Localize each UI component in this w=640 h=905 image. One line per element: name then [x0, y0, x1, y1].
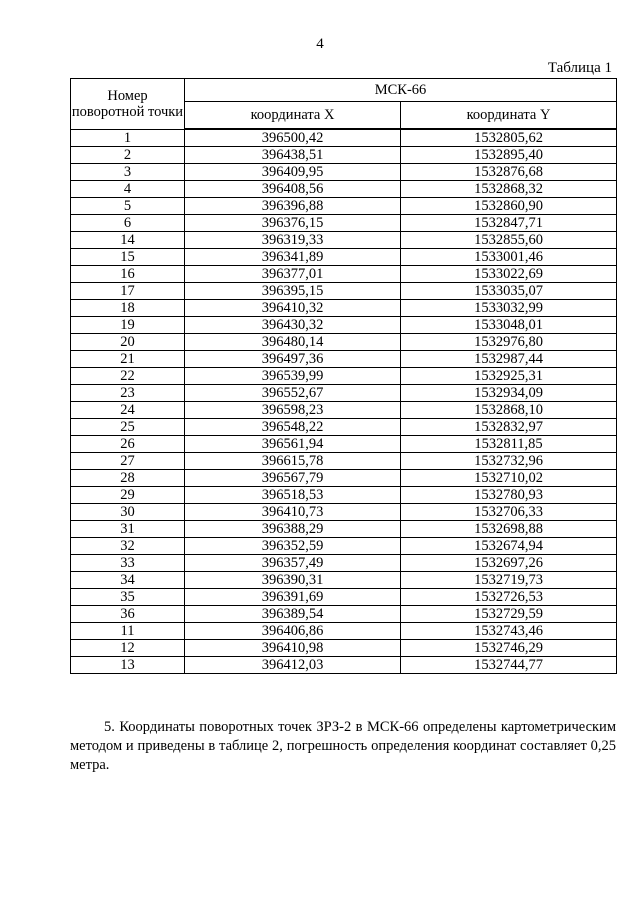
cell-coordinate-y: 1532698,88 — [401, 521, 617, 538]
cell-coordinate-y: 1532987,44 — [401, 351, 617, 368]
cell-coordinate-x: 396567,79 — [185, 470, 401, 487]
cell-point-number: 21 — [71, 351, 185, 368]
cell-point-number: 16 — [71, 266, 185, 283]
cell-coordinate-y: 1532811,85 — [401, 436, 617, 453]
cell-point-number: 15 — [71, 249, 185, 266]
cell-coordinate-x: 396561,94 — [185, 436, 401, 453]
cell-coordinate-y: 1532710,02 — [401, 470, 617, 487]
cell-coordinate-y: 1532925,31 — [401, 368, 617, 385]
cell-coordinate-y: 1533022,69 — [401, 266, 617, 283]
cell-coordinate-y: 1532976,80 — [401, 334, 617, 351]
table-row — [71, 487, 617, 504]
cell-coordinate-y: 1532876,68 — [401, 164, 617, 181]
cell-coordinate-y: 1532744,77 — [401, 657, 617, 674]
cell-coordinate-x: 396390,31 — [185, 572, 401, 589]
cell-coordinate-x: 396430,32 — [185, 317, 401, 334]
table-row — [71, 181, 617, 198]
cell-coordinate-y: 1532868,32 — [401, 181, 617, 198]
cell-coordinate-y: 1532805,62 — [401, 129, 617, 147]
table-row — [71, 640, 617, 657]
cell-coordinate-x: 396395,15 — [185, 283, 401, 300]
cell-coordinate-x: 396377,01 — [185, 266, 401, 283]
cell-point-number: 3 — [71, 164, 185, 181]
table-row — [71, 521, 617, 538]
table-row — [71, 129, 617, 147]
header-coordinate-x: координата X — [185, 102, 401, 130]
cell-coordinate-x: 396357,49 — [185, 555, 401, 572]
cell-point-number: 12 — [71, 640, 185, 657]
cell-point-number: 32 — [71, 538, 185, 555]
cell-point-number: 20 — [71, 334, 185, 351]
coordinates-table — [70, 78, 617, 674]
cell-coordinate-y: 1532674,94 — [401, 538, 617, 555]
cell-point-number: 14 — [71, 232, 185, 249]
cell-coordinate-x: 396598,23 — [185, 402, 401, 419]
cell-coordinate-x: 396406,86 — [185, 623, 401, 640]
table-row — [71, 436, 617, 453]
cell-coordinate-x: 396408,56 — [185, 181, 401, 198]
cell-point-number: 28 — [71, 470, 185, 487]
cell-point-number: 6 — [71, 215, 185, 232]
cell-coordinate-y: 1532746,29 — [401, 640, 617, 657]
table-row — [71, 164, 617, 181]
paragraph-note: 5. Координаты поворотных точек ЗРЗ-2 в МСК-66 определены картометрическим методом и приведены в таблице 2, погрешность определения координат составляет 0,25 метра. — [70, 719, 616, 773]
table-row — [71, 623, 617, 640]
cell-point-number: 26 — [71, 436, 185, 453]
cell-point-number: 19 — [71, 317, 185, 334]
cell-coordinate-y: 1532832,97 — [401, 419, 617, 436]
cell-coordinate-x: 396438,51 — [185, 147, 401, 164]
cell-coordinate-x: 396396,88 — [185, 198, 401, 215]
cell-coordinate-x: 396480,14 — [185, 334, 401, 351]
cell-coordinate-x: 396319,33 — [185, 232, 401, 249]
cell-coordinate-x: 396497,36 — [185, 351, 401, 368]
cell-point-number: 30 — [71, 504, 185, 521]
table-row — [71, 232, 617, 249]
table-row — [71, 198, 617, 215]
cell-coordinate-y: 1532732,96 — [401, 453, 617, 470]
cell-coordinate-y: 1533032,99 — [401, 300, 617, 317]
cell-coordinate-x: 396409,95 — [185, 164, 401, 181]
cell-coordinate-y: 1532706,33 — [401, 504, 617, 521]
cell-point-number: 25 — [71, 419, 185, 436]
cell-coordinate-x: 396412,03 — [185, 657, 401, 674]
cell-coordinate-y: 1532855,60 — [401, 232, 617, 249]
table-row — [71, 147, 617, 164]
cell-coordinate-x: 396410,73 — [185, 504, 401, 521]
cell-point-number: 4 — [71, 181, 185, 198]
cell-coordinate-y: 1532743,46 — [401, 623, 617, 640]
cell-coordinate-x: 396548,22 — [185, 419, 401, 436]
table-caption: Таблица 1 — [547, 60, 612, 76]
table-body — [71, 129, 617, 674]
header-coordinate-system: МСК-66 — [185, 79, 617, 102]
cell-coordinate-y: 1533001,46 — [401, 249, 617, 266]
cell-point-number: 17 — [71, 283, 185, 300]
cell-coordinate-y: 1532726,53 — [401, 589, 617, 606]
cell-point-number: 29 — [71, 487, 185, 504]
cell-coordinate-x: 396410,32 — [185, 300, 401, 317]
table-row — [71, 555, 617, 572]
cell-coordinate-y: 1532780,93 — [401, 487, 617, 504]
cell-point-number: 35 — [71, 589, 185, 606]
table-row — [71, 266, 617, 283]
table-row — [71, 606, 617, 623]
table-row — [71, 300, 617, 317]
table-row — [71, 453, 617, 470]
cell-coordinate-x: 396352,59 — [185, 538, 401, 555]
cell-coordinate-y: 1532860,90 — [401, 198, 617, 215]
table-row — [71, 657, 617, 674]
cell-coordinate-y: 1532719,73 — [401, 572, 617, 589]
cell-coordinate-y: 1532697,26 — [401, 555, 617, 572]
table-row — [71, 419, 617, 436]
cell-point-number: 11 — [71, 623, 185, 640]
table-row — [71, 215, 617, 232]
table-row — [71, 351, 617, 368]
cell-point-number: 36 — [71, 606, 185, 623]
table-row — [71, 504, 617, 521]
cell-coordinate-x: 396500,42 — [185, 129, 401, 147]
cell-coordinate-y: 1533048,01 — [401, 317, 617, 334]
table-row — [71, 283, 617, 300]
cell-point-number: 5 — [71, 198, 185, 215]
cell-coordinate-y: 1532729,59 — [401, 606, 617, 623]
cell-point-number: 2 — [71, 147, 185, 164]
cell-point-number: 33 — [71, 555, 185, 572]
cell-point-number: 27 — [71, 453, 185, 470]
cell-coordinate-y: 1532895,40 — [401, 147, 617, 164]
cell-point-number: 22 — [71, 368, 185, 385]
table-row — [71, 368, 617, 385]
page-number: 4 — [316, 36, 324, 52]
cell-coordinate-x: 396410,98 — [185, 640, 401, 657]
cell-coordinate-y: 1532934,09 — [401, 385, 617, 402]
cell-coordinate-y: 1532868,10 — [401, 402, 617, 419]
table-row — [71, 572, 617, 589]
cell-point-number: 34 — [71, 572, 185, 589]
cell-point-number: 31 — [71, 521, 185, 538]
cell-point-number: 18 — [71, 300, 185, 317]
cell-point-number: 24 — [71, 402, 185, 419]
cell-coordinate-x: 396615,78 — [185, 453, 401, 470]
table-row — [71, 317, 617, 334]
header-point-number: Номер поворотной точки — [71, 79, 185, 130]
table-row — [71, 334, 617, 351]
cell-point-number: 13 — [71, 657, 185, 674]
table-row — [71, 538, 617, 555]
table-row — [71, 589, 617, 606]
table-row — [71, 249, 617, 266]
cell-coordinate-x: 396376,15 — [185, 215, 401, 232]
cell-coordinate-y: 1532847,71 — [401, 215, 617, 232]
cell-coordinate-x: 396552,67 — [185, 385, 401, 402]
cell-coordinate-y: 1533035,07 — [401, 283, 617, 300]
table-row — [71, 385, 617, 402]
table-row — [71, 470, 617, 487]
cell-coordinate-x: 396388,29 — [185, 521, 401, 538]
cell-coordinate-x: 396341,89 — [185, 249, 401, 266]
cell-point-number: 23 — [71, 385, 185, 402]
cell-coordinate-x: 396389,54 — [185, 606, 401, 623]
table-row — [71, 402, 617, 419]
cell-coordinate-x: 396539,99 — [185, 368, 401, 385]
cell-point-number: 1 — [71, 129, 185, 147]
cell-coordinate-x: 396391,69 — [185, 589, 401, 606]
header-coordinate-y: координата Y — [401, 102, 617, 130]
cell-coordinate-x: 396518,53 — [185, 487, 401, 504]
